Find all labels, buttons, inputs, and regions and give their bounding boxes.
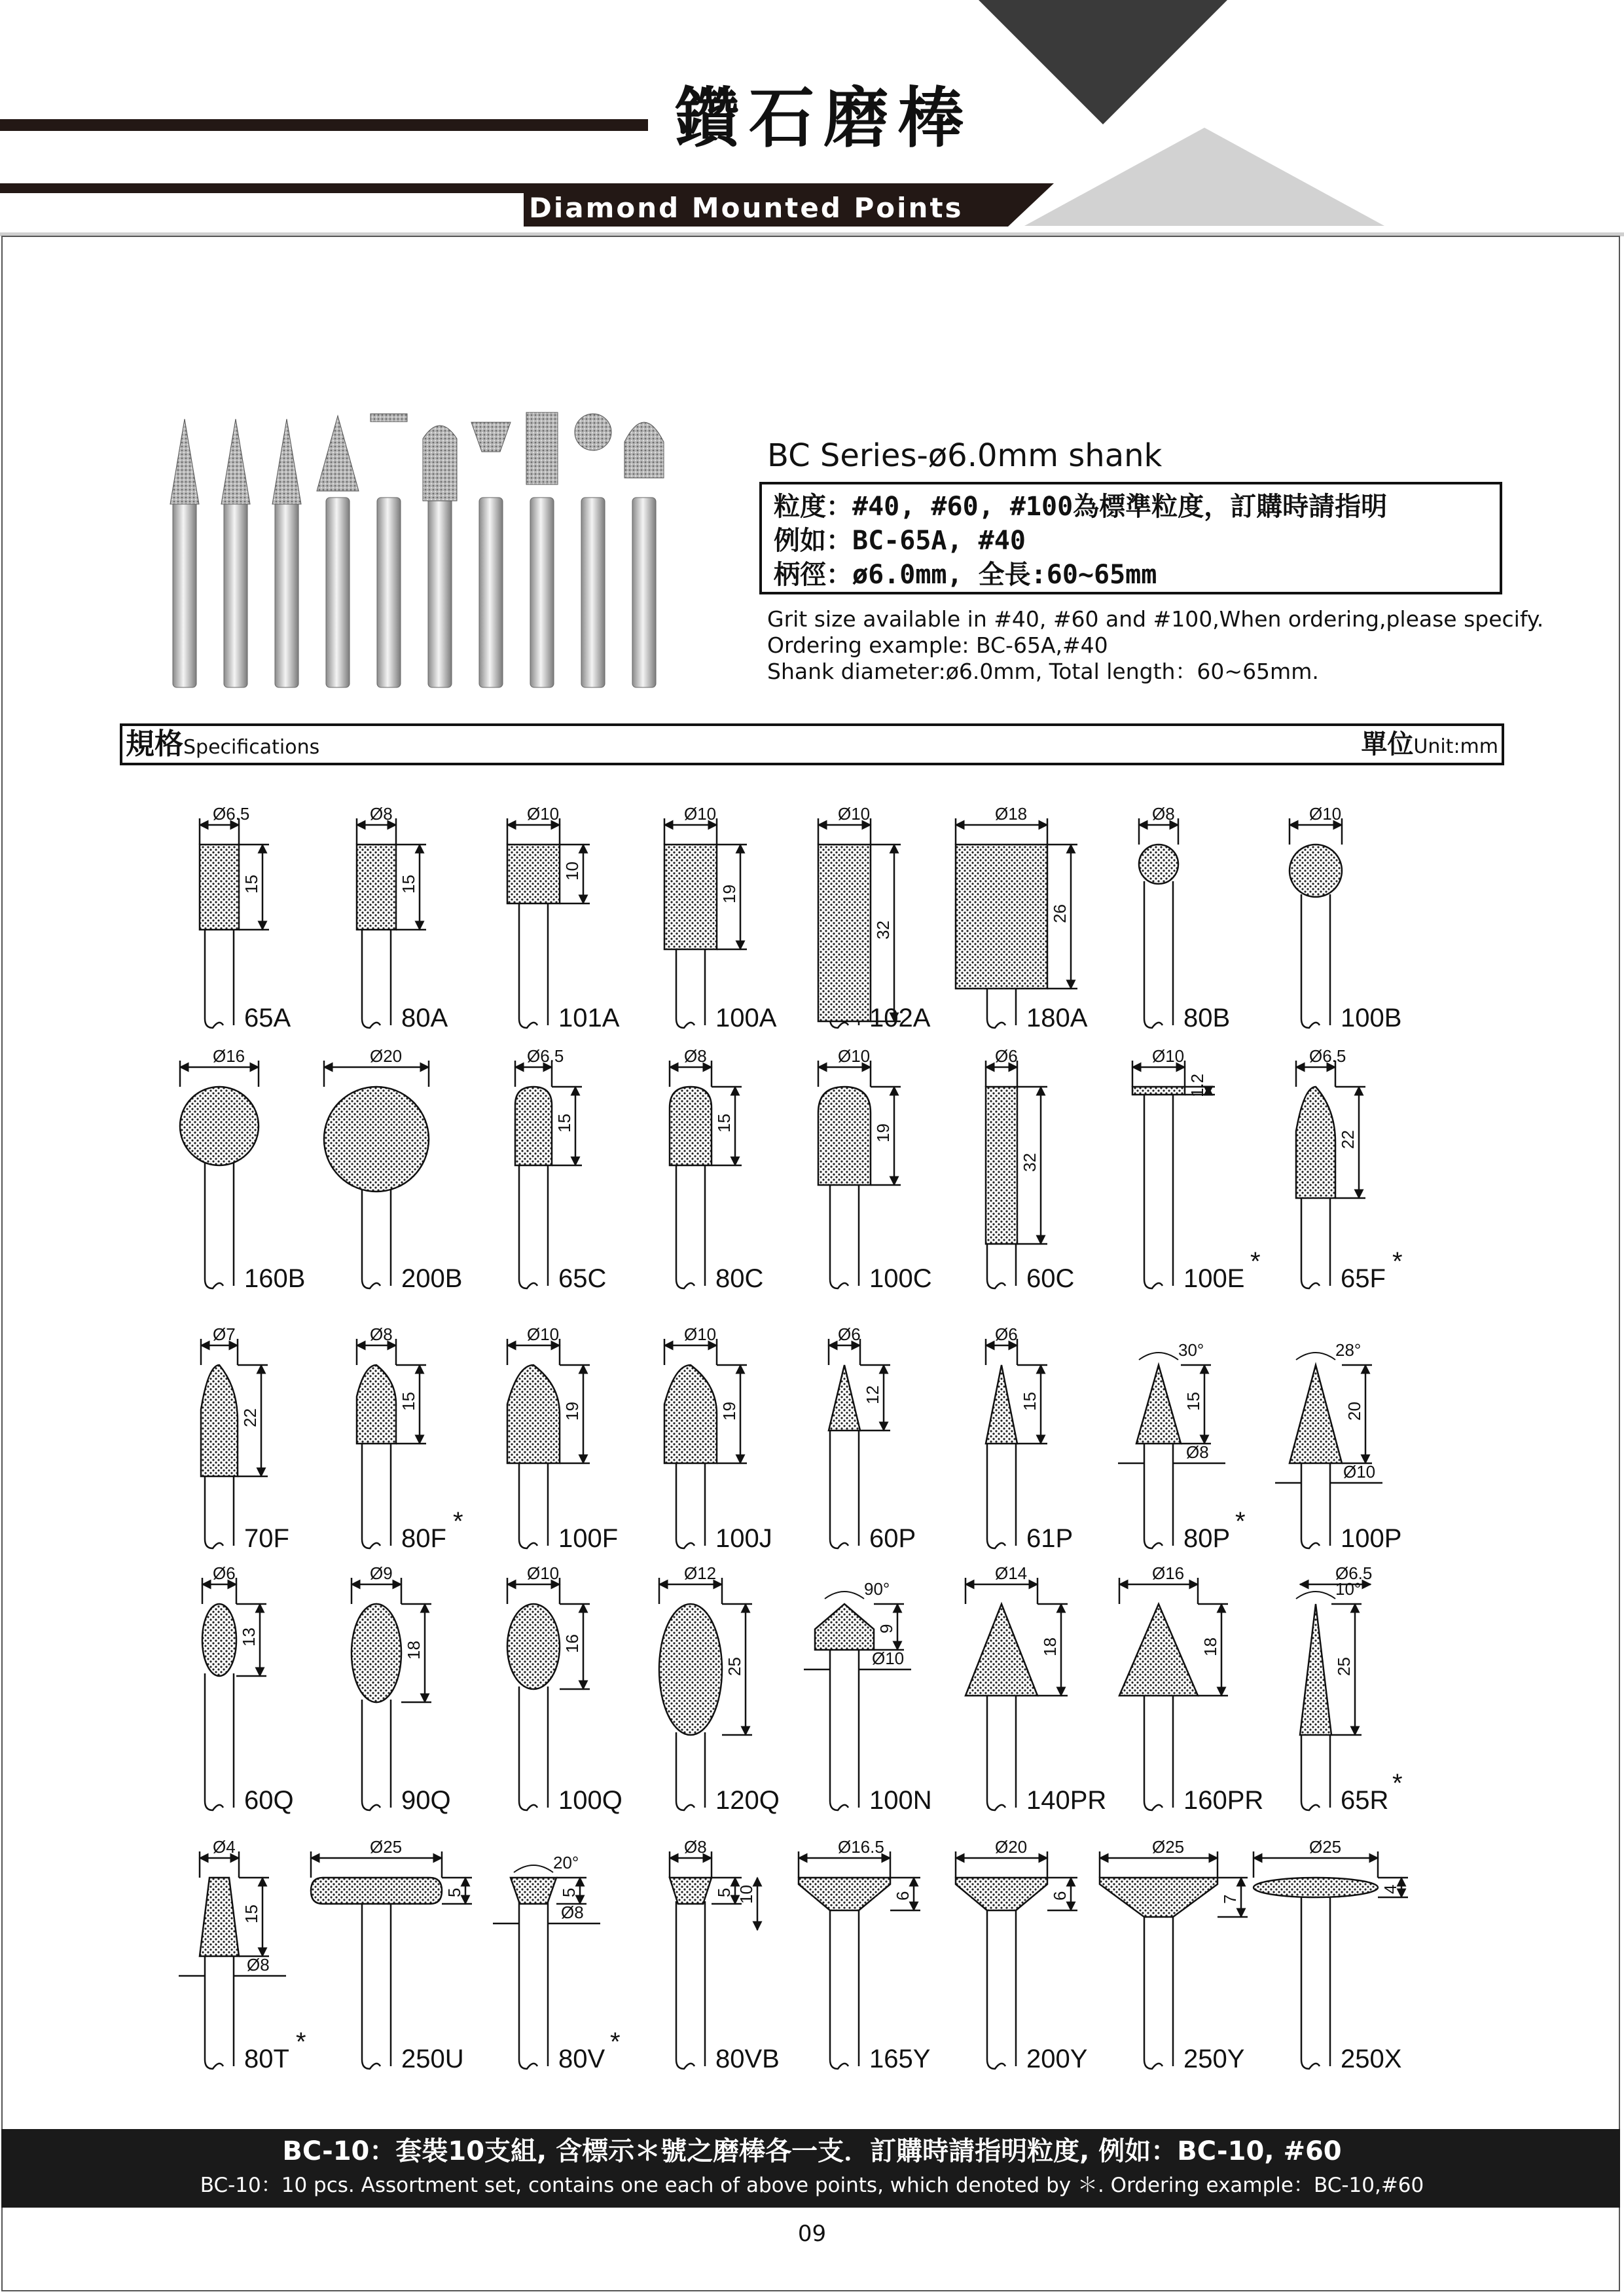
dim-diameter: Ø8 <box>370 1324 393 1344</box>
dim-length: 13 <box>239 1628 259 1647</box>
shank <box>519 1163 548 1288</box>
shank <box>830 1182 859 1288</box>
point-drawing-80F <box>357 1324 463 1553</box>
dim-diameter: Ø25 <box>1309 1837 1342 1857</box>
shank <box>987 1908 1016 2069</box>
dim-length: 10 <box>736 1885 756 1904</box>
abrasive-head <box>200 1878 239 1956</box>
point-code: 60Q <box>244 1786 294 1815</box>
point-drawing-80A <box>357 804 448 1032</box>
dim-diameter: Ø12 <box>684 1563 717 1583</box>
shank <box>987 1441 1016 1548</box>
point-code: 100E <box>1183 1264 1245 1293</box>
dim-length: 32 <box>1020 1153 1039 1172</box>
abrasive-head <box>1296 1087 1335 1198</box>
abrasive-head <box>180 1087 259 1165</box>
point-code: 80V <box>558 2045 605 2073</box>
dim-diameter: Ø16 <box>213 1046 245 1066</box>
series-title: BC Series-ø6.0mm shank <box>767 437 1163 474</box>
shank <box>362 1189 391 1288</box>
dim-diameter: Ø6 <box>838 1324 861 1344</box>
dim-length: 19 <box>719 1402 739 1421</box>
spec-note-shank-zh: 柄徑：ø6.0mm, 全長:60~65mm <box>774 560 1157 590</box>
dim-length: 25 <box>725 1657 744 1676</box>
abrasive-head <box>965 1604 1038 1696</box>
shank <box>362 1441 391 1548</box>
dim-length: 6 <box>893 1891 912 1901</box>
abrasive-head <box>202 1604 236 1676</box>
assortment-star: * <box>1392 1769 1403 1798</box>
abrasive-head <box>1136 1365 1181 1444</box>
point-drawing-100P <box>1275 1340 1401 1553</box>
point-code: 160PR <box>1183 1786 1264 1815</box>
dim-length: 15 <box>399 875 418 894</box>
dim-diameter: Ø20 <box>995 1837 1028 1857</box>
page-title-en: Diamond Mounted Points <box>529 192 964 224</box>
shank <box>830 1908 859 2069</box>
spec-label-zh: 規格 <box>126 727 183 761</box>
point-drawing-140PR <box>965 1563 1106 1815</box>
dim-diameter: Ø8 <box>684 1837 707 1857</box>
dim-shank-diameter: Ø10 <box>872 1649 905 1668</box>
point-code: 100J <box>715 1524 772 1553</box>
dim-diameter: Ø10 <box>1309 804 1342 824</box>
point-drawing-90Q <box>352 1563 451 1815</box>
dim-diameter: Ø20 <box>370 1046 403 1066</box>
dim-diameter: Ø8 <box>1152 804 1175 824</box>
point-drawing-80B <box>1139 804 1230 1032</box>
shank <box>1144 1914 1173 2069</box>
point-drawing-100A <box>664 804 777 1032</box>
dim-length: 18 <box>404 1641 424 1660</box>
dim-diameter: Ø10 <box>1152 1046 1185 1066</box>
point-drawing-250Y <box>1100 1837 1248 2073</box>
point-code: 80A <box>401 1004 448 1032</box>
dim-length: 5 <box>714 1887 734 1897</box>
abrasive-head <box>357 1365 396 1444</box>
spec-note-example-en: Ordering example: BC-65A,#40 <box>767 632 1108 658</box>
abrasive-head <box>818 845 871 1021</box>
dim-length: 15 <box>399 1392 418 1411</box>
shank <box>830 1647 859 1810</box>
abrasive-head <box>507 1365 560 1463</box>
footer-note-zh: BC-10：套裝10支組, 含標示＊號之磨棒各一支．訂購時請指明粒度, 例如：BC-10, #60 <box>282 2136 1342 2166</box>
dim-shank-diameter: Ø10 <box>1343 1462 1376 1482</box>
abrasive-head <box>664 1365 717 1463</box>
shank <box>1301 1195 1330 1288</box>
shank <box>987 1693 1016 1810</box>
abrasive-head <box>815 1604 874 1650</box>
dim-angle: 90° <box>864 1579 890 1599</box>
dim-length: 19 <box>562 1402 582 1421</box>
point-drawing-80VB <box>670 1837 780 2073</box>
dim-diameter: Ø10 <box>527 1563 560 1583</box>
spec-label-en: Specifications <box>183 736 320 759</box>
dim-length: 12 <box>863 1385 882 1404</box>
dim-length: 5 <box>444 1887 464 1897</box>
dim-diameter: Ø10 <box>684 1324 717 1344</box>
point-code: 102A <box>869 1004 931 1032</box>
point-drawing-80C <box>670 1046 763 1293</box>
page-title-zh: 鑽石磨棒 <box>674 79 973 156</box>
point-drawing-65A <box>200 804 291 1032</box>
dim-diameter: Ø16 <box>1152 1563 1185 1583</box>
dim-length: 20 <box>1344 1402 1364 1421</box>
abrasive-head <box>659 1604 722 1735</box>
point-code: 80C <box>715 1264 764 1293</box>
abrasive-head <box>1100 1878 1218 1917</box>
point-drawing-80V <box>493 1853 621 2073</box>
point-code: 180A <box>1026 1004 1088 1032</box>
dim-diameter: Ø6 <box>213 1563 236 1583</box>
dim-length: 10 <box>562 862 582 881</box>
page-number: 09 <box>797 2221 827 2247</box>
dim-length: 18 <box>1200 1637 1220 1656</box>
point-drawing-100Q <box>507 1563 623 1815</box>
assortment-star: * <box>296 2028 306 2056</box>
point-drawing-101A <box>507 804 620 1032</box>
shank <box>519 1901 548 2069</box>
point-drawing-100C <box>818 1046 932 1293</box>
dim-diameter: Ø25 <box>1152 1837 1185 1857</box>
assortment-star: * <box>1235 1507 1246 1536</box>
abrasive-head <box>201 1365 238 1476</box>
shank <box>1144 1441 1173 1548</box>
dim-angle: 10° <box>1335 1579 1362 1599</box>
abrasive-head <box>1132 1087 1185 1095</box>
point-code: 60P <box>869 1524 916 1553</box>
abrasive-head <box>1119 1604 1198 1696</box>
dim-diameter: Ø25 <box>370 1837 403 1857</box>
dim-length: 15 <box>714 1114 734 1133</box>
assortment-star: * <box>610 2028 621 2056</box>
abrasive-head <box>511 1878 556 1904</box>
point-drawing-60P <box>829 1324 916 1553</box>
dim-diameter: Ø10 <box>838 804 871 824</box>
unit-label-en: Unit:mm <box>1413 735 1498 758</box>
shank <box>1301 1461 1330 1548</box>
shank <box>1301 1732 1330 1810</box>
point-drawing-100B <box>1290 804 1401 1032</box>
dim-length: 15 <box>1183 1392 1203 1411</box>
point-code: 250U <box>401 2045 464 2073</box>
point-code: 101A <box>558 1004 620 1032</box>
point-drawing-65R <box>1296 1563 1403 1815</box>
point-code: 100Q <box>558 1786 623 1815</box>
dim-length: 32 <box>873 920 893 939</box>
dim-length: 15 <box>242 875 261 894</box>
point-drawing-80P <box>1118 1340 1246 1553</box>
dim-angle: 28° <box>1335 1340 1362 1360</box>
dim-angle: 30° <box>1178 1340 1204 1360</box>
shank <box>1301 894 1330 1028</box>
point-drawing-100E <box>1132 1046 1261 1293</box>
point-code: 65C <box>558 1264 607 1293</box>
spec-note-grit-zh: 粒度：#40, #60, #100為標準粒度，訂購時請指明 <box>774 492 1388 522</box>
footer-note-en: BC-10：10 pcs. Assortment set, contains one each of above points, which denoted by ＊. Ordering example：BC-10,#60 <box>200 2174 1424 2197</box>
point-drawing-250X <box>1254 1837 1408 2073</box>
abrasive-head <box>799 1878 890 1910</box>
abrasive-head <box>357 845 396 930</box>
shank <box>830 1428 859 1548</box>
dim-diameter: Ø10 <box>527 804 560 824</box>
point-code: 80B <box>1183 1004 1231 1032</box>
shank <box>205 1954 234 2069</box>
abrasive-head <box>670 1087 712 1165</box>
spec-note-shank-en: Shank diameter:ø6.0mm, Total length：60~65mm. <box>767 659 1319 684</box>
shank <box>676 1732 705 1810</box>
shank <box>362 927 391 1028</box>
point-drawing-180A <box>956 804 1088 1032</box>
point-code: 90Q <box>401 1786 451 1815</box>
shank <box>519 901 548 1028</box>
abrasive-head <box>1300 1604 1331 1735</box>
point-drawing-60C <box>986 1046 1074 1293</box>
point-drawing-65F <box>1296 1046 1403 1293</box>
shank <box>987 1241 1016 1288</box>
point-code: 100P <box>1341 1524 1402 1553</box>
dim-shank-diameter: Ø8 <box>247 1955 270 1975</box>
point-drawing-120Q <box>659 1563 780 1815</box>
dim-length: 18 <box>1040 1637 1060 1656</box>
point-code: 120Q <box>715 1786 780 1815</box>
abrasive-head <box>352 1604 401 1702</box>
abrasive-head <box>1254 1878 1378 1897</box>
dim-diameter: Ø18 <box>995 804 1028 824</box>
dim-length: 16 <box>562 1634 582 1653</box>
dim-length: 7 <box>1220 1894 1240 1904</box>
point-code: 160B <box>244 1264 306 1293</box>
dim-diameter: Ø6.5 <box>1335 1563 1373 1583</box>
dim-length: 15 <box>554 1114 574 1133</box>
dim-shank-diameter: Ø8 <box>1186 1442 1209 1462</box>
point-drawing-100F <box>507 1324 618 1553</box>
dim-diameter: Ø6 <box>995 1046 1018 1066</box>
assortment-star: * <box>453 1507 463 1536</box>
abrasive-head <box>956 1878 1047 1910</box>
abrasive-head <box>986 1087 1017 1244</box>
abrasive-head <box>515 1087 552 1165</box>
point-code: 80VB <box>715 2045 780 2073</box>
abrasive-head <box>670 1878 712 1904</box>
abrasive-head <box>507 1604 560 1689</box>
abrasive-head <box>986 1365 1017 1444</box>
dim-length: 19 <box>719 884 739 903</box>
point-code: 65R <box>1341 1786 1389 1815</box>
dim-diameter: Ø6.5 <box>1309 1046 1346 1066</box>
point-drawing-165Y <box>799 1837 930 2073</box>
point-drawing-60Q <box>202 1563 294 1815</box>
abrasive-head <box>1290 845 1342 897</box>
shank <box>519 1686 548 1810</box>
dim-length: 4 <box>1380 1884 1400 1894</box>
dim-length: 9 <box>876 1624 896 1633</box>
shank <box>1301 1895 1330 2069</box>
dim-length: 1.2 <box>1187 1073 1207 1097</box>
shank <box>676 1163 705 1288</box>
point-drawing-61P <box>986 1324 1073 1553</box>
abrasive-head <box>829 1365 860 1430</box>
abrasive-head <box>1139 845 1178 884</box>
shank <box>987 986 1016 1028</box>
point-code: 100F <box>558 1524 619 1553</box>
dim-diameter: Ø6.5 <box>527 1046 564 1066</box>
unit-label-zh: 單位 <box>1361 729 1414 759</box>
shank <box>519 1461 548 1548</box>
point-drawing-100J <box>664 1324 772 1553</box>
shank <box>676 1901 705 2069</box>
dim-length: 25 <box>1334 1657 1354 1676</box>
dim-diameter: Ø16.5 <box>838 1837 884 1857</box>
point-code: 200Y <box>1026 2045 1088 2073</box>
point-code: 80P <box>1183 1524 1231 1553</box>
dim-length: 5 <box>559 1887 579 1897</box>
dim-angle: 20° <box>553 1853 579 1872</box>
point-drawing-100N <box>804 1579 932 1815</box>
abrasive-head <box>311 1878 442 1904</box>
dim-diameter: Ø10 <box>684 804 717 824</box>
dim-diameter: Ø10 <box>527 1324 560 1344</box>
dim-diameter: Ø8 <box>370 804 393 824</box>
dim-length: 15 <box>1020 1392 1039 1411</box>
point-code: 65F <box>1341 1264 1386 1293</box>
dim-diameter: Ø10 <box>838 1046 871 1066</box>
dim-diameter: Ø6 <box>995 1324 1018 1344</box>
point-code: 165Y <box>869 2045 931 2073</box>
point-code: 100N <box>869 1786 932 1815</box>
dim-length: 26 <box>1050 904 1070 923</box>
shank <box>1144 881 1173 1028</box>
dim-shank-diameter: Ø8 <box>561 1903 584 1922</box>
dim-length: 6 <box>1050 1891 1070 1901</box>
shank <box>362 1901 391 2069</box>
point-code: 140PR <box>1026 1786 1107 1815</box>
point-code: 200B <box>401 1264 463 1293</box>
point-drawing-250U <box>311 1837 472 2073</box>
point-drawing-102A <box>818 804 931 1032</box>
point-code: 100C <box>869 1264 932 1293</box>
point-code: 65A <box>244 1004 291 1032</box>
abrasive-head <box>956 845 1047 989</box>
shank <box>676 1461 705 1548</box>
abrasive-head <box>1290 1365 1342 1463</box>
point-drawing-70F <box>201 1324 289 1553</box>
point-code: 100B <box>1341 1004 1402 1032</box>
abrasive-head <box>818 1087 871 1185</box>
point-drawing-65C <box>515 1046 606 1293</box>
point-drawing-160B <box>180 1046 305 1293</box>
point-drawing-200Y <box>956 1837 1087 2073</box>
shank <box>362 1700 391 1810</box>
point-code: 250X <box>1341 2045 1402 2073</box>
point-code: 70F <box>244 1524 289 1553</box>
point-code: 61P <box>1026 1524 1074 1553</box>
shank <box>205 1673 234 1810</box>
spec-note-example-zh: 例如：BC-65A, #40 <box>774 526 1026 556</box>
dim-diameter: Ø14 <box>995 1563 1028 1583</box>
dim-diameter: Ø4 <box>213 1837 236 1857</box>
dim-length: 22 <box>240 1408 260 1427</box>
dim-length: 19 <box>873 1123 893 1142</box>
dim-diameter: Ø7 <box>213 1324 236 1344</box>
shank <box>205 927 234 1028</box>
abrasive-head <box>664 845 717 949</box>
point-drawing-160PR <box>1119 1563 1263 1815</box>
shank <box>1144 1693 1173 1810</box>
point-drawing-200B <box>324 1046 462 1293</box>
shank <box>676 947 705 1028</box>
abrasive-head <box>507 845 560 903</box>
shank <box>1144 1092 1173 1288</box>
dim-length: 15 <box>242 1904 261 1923</box>
point-code: 80F <box>401 1524 446 1553</box>
point-code: 100A <box>715 1004 777 1032</box>
shank <box>205 1163 234 1288</box>
point-drawing-80T <box>179 1837 306 2073</box>
point-code: 60C <box>1026 1264 1075 1293</box>
assortment-star: * <box>1392 1247 1403 1276</box>
abrasive-head <box>200 845 239 930</box>
shank <box>205 1474 234 1548</box>
point-code: 250Y <box>1183 2045 1245 2073</box>
abrasive-head <box>324 1087 429 1192</box>
assortment-star: * <box>1250 1247 1261 1276</box>
dim-length: 22 <box>1338 1130 1358 1149</box>
point-code: 80T <box>244 2045 289 2073</box>
dim-diameter: Ø6.5 <box>213 804 250 824</box>
spec-note-grit-en: Grit size available in #40, #60 and #100,When ordering,please specify. <box>767 606 1544 632</box>
dim-diameter: Ø9 <box>370 1563 393 1583</box>
dim-diameter: Ø8 <box>684 1046 707 1066</box>
